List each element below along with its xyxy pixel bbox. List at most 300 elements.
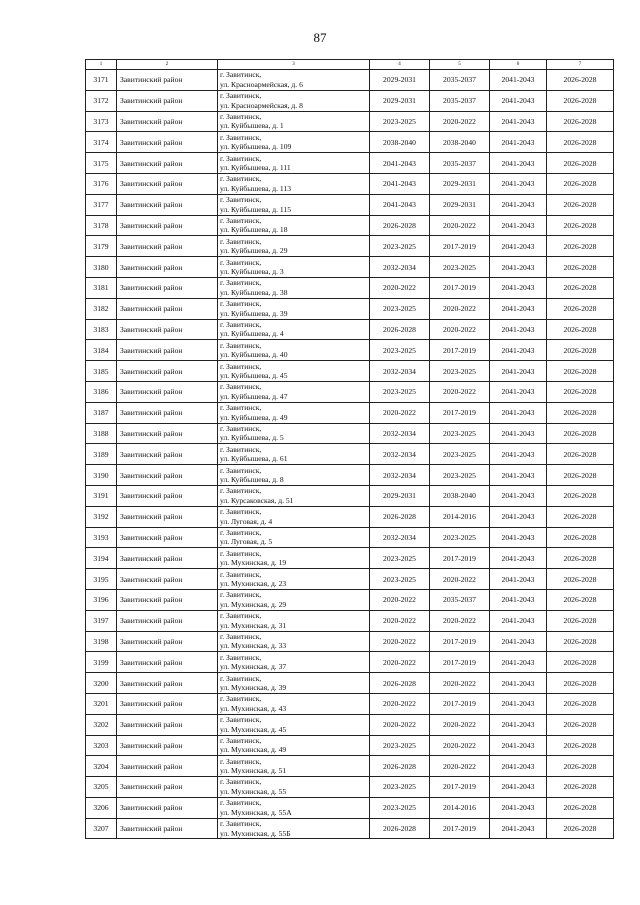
period-cell-6: 2041-2043	[490, 381, 547, 402]
address-line: г. Завитинск,	[220, 715, 262, 725]
period-cell-4: 2020-2022	[370, 589, 430, 610]
district-cell: Завитинский район	[117, 714, 218, 735]
district-cell: Завитинский район	[117, 527, 218, 548]
address-line: г. Завитинск,	[220, 777, 262, 787]
address-cell	[218, 797, 370, 818]
address-line: г. Завитинск,	[220, 527, 262, 537]
row-number-cell: 3174	[86, 132, 117, 153]
address-line: г. Завитинск,	[220, 132, 262, 142]
address-cell	[218, 257, 370, 278]
period-cell-6: 2041-2043	[490, 818, 547, 839]
period-cell-4: 2032-2034	[370, 465, 430, 486]
period-cell-6: 2041-2043	[490, 111, 547, 132]
table-row	[86, 298, 614, 319]
address-line: ул. Куйбышева, д. 4	[220, 329, 284, 339]
address-line: г. Завитинск,	[220, 548, 262, 558]
address-line: ул. Мухинская, д. 31	[220, 620, 287, 630]
table-row	[86, 735, 614, 756]
table-row	[86, 361, 614, 382]
row-number-cell: 3198	[86, 631, 117, 652]
period-cell-5: 2020-2022	[430, 319, 490, 340]
table-row	[86, 548, 614, 569]
period-cell-6: 2041-2043	[490, 569, 547, 590]
address-line: ул. Куйбышева, д. 49	[220, 412, 288, 422]
address-line: г. Завитинск,	[220, 91, 262, 101]
period-cell-5: 2017-2019	[430, 652, 490, 673]
period-cell-6: 2041-2043	[490, 673, 547, 694]
address-cell	[218, 402, 370, 423]
address-line: ул. Куйбышева, д. 109	[220, 142, 292, 152]
table-row	[86, 277, 614, 298]
table-row	[86, 777, 614, 798]
address-line: ул. Мухинская, д. 45	[220, 724, 287, 734]
address-cell	[218, 610, 370, 631]
period-cell-6: 2041-2043	[490, 90, 547, 111]
period-cell-5: 2017-2019	[430, 340, 490, 361]
period-cell-4: 2023-2025	[370, 735, 430, 756]
row-number-cell: 3175	[86, 153, 117, 174]
period-cell-7: 2026-2028	[547, 298, 614, 319]
address-line: ул. Куйбышева, д. 111	[220, 163, 291, 173]
period-cell-5: 2035-2037	[430, 90, 490, 111]
table-row	[86, 111, 614, 132]
row-number-cell: 3173	[86, 111, 117, 132]
address-cell	[218, 111, 370, 132]
district-cell: Завитинский район	[117, 735, 218, 756]
period-cell-5: 2035-2037	[430, 70, 490, 91]
district-cell: Завитинский район	[117, 673, 218, 694]
address-cell	[218, 589, 370, 610]
district-cell: Завитинский район	[117, 319, 218, 340]
period-cell-7: 2026-2028	[547, 527, 614, 548]
period-cell-5: 2020-2022	[430, 756, 490, 777]
address-line: ул. Куйбышева, д. 3	[220, 267, 284, 277]
district-cell: Завитинский район	[117, 277, 218, 298]
period-cell-5: 2020-2022	[430, 610, 490, 631]
column-header: 5	[430, 60, 490, 70]
period-cell-7: 2026-2028	[547, 173, 614, 194]
row-number-cell: 3187	[86, 402, 117, 423]
period-cell-6: 2041-2043	[490, 132, 547, 153]
address-line: ул. Куйбышева, д. 45	[220, 371, 288, 381]
table-row	[86, 340, 614, 361]
table-row	[86, 153, 614, 174]
period-cell-5: 2038-2040	[430, 132, 490, 153]
period-cell-7: 2026-2028	[547, 194, 614, 215]
district-cell: Завитинский район	[117, 194, 218, 215]
period-cell-5: 2029-2031	[430, 173, 490, 194]
address-line: г. Завитинск,	[220, 236, 262, 246]
period-cell-4: 2026-2028	[370, 506, 430, 527]
district-cell: Завитинский район	[117, 610, 218, 631]
address-line: ул. Красноармейская, д. 6	[220, 79, 303, 89]
address-cell	[218, 714, 370, 735]
address-line: г. Завитинск,	[220, 735, 262, 745]
period-cell-7: 2026-2028	[547, 548, 614, 569]
row-number-cell: 3200	[86, 673, 117, 694]
period-cell-5: 2020-2022	[430, 215, 490, 236]
district-cell: Завитинский район	[117, 257, 218, 278]
period-cell-7: 2026-2028	[547, 673, 614, 694]
period-cell-6: 2041-2043	[490, 693, 547, 714]
period-cell-7: 2026-2028	[547, 444, 614, 465]
address-line: г. Завитинск,	[220, 652, 262, 662]
period-cell-5: 2020-2022	[430, 673, 490, 694]
district-cell: Завитинский район	[117, 756, 218, 777]
period-cell-6: 2041-2043	[490, 756, 547, 777]
period-cell-4: 2023-2025	[370, 111, 430, 132]
period-cell-6: 2041-2043	[490, 236, 547, 257]
period-cell-5: 2020-2022	[430, 735, 490, 756]
period-cell-5: 2035-2037	[430, 589, 490, 610]
district-cell: Завитинский район	[117, 818, 218, 839]
address-cell	[218, 506, 370, 527]
address-line: г. Завитинск,	[220, 340, 262, 350]
address-cell	[218, 340, 370, 361]
address-line: ул. Курсаковская, д. 51	[220, 495, 294, 505]
address-line: ул. Мухинская, д. 49	[220, 745, 287, 755]
period-cell-6: 2041-2043	[490, 589, 547, 610]
period-cell-4: 2032-2034	[370, 361, 430, 382]
table-row	[86, 693, 614, 714]
period-cell-6: 2041-2043	[490, 527, 547, 548]
address-line: г. Завитинск,	[220, 798, 262, 808]
period-cell-4: 2020-2022	[370, 631, 430, 652]
column-header: 3	[218, 60, 370, 70]
period-cell-5: 2020-2022	[430, 298, 490, 319]
period-cell-7: 2026-2028	[547, 277, 614, 298]
period-cell-4: 2032-2034	[370, 257, 430, 278]
district-cell: Завитинский район	[117, 340, 218, 361]
period-cell-5: 2023-2025	[430, 257, 490, 278]
address-cell	[218, 652, 370, 673]
address-cell	[218, 777, 370, 798]
address-line: г. Завитинск,	[220, 694, 262, 704]
period-cell-5: 2017-2019	[430, 277, 490, 298]
address-cell	[218, 173, 370, 194]
period-cell-6: 2041-2043	[490, 735, 547, 756]
period-cell-5: 2017-2019	[430, 402, 490, 423]
period-cell-6: 2041-2043	[490, 277, 547, 298]
address-line: ул. Мухинская, д. 37	[220, 662, 287, 672]
period-cell-6: 2041-2043	[490, 797, 547, 818]
period-cell-5: 2020-2022	[430, 714, 490, 735]
period-cell-4: 2023-2025	[370, 381, 430, 402]
address-line: ул. Куйбышева, д. 113	[220, 183, 292, 193]
address-cell	[218, 277, 370, 298]
period-cell-6: 2041-2043	[490, 257, 547, 278]
district-cell: Завитинский район	[117, 215, 218, 236]
district-cell: Завитинский район	[117, 506, 218, 527]
period-cell-4: 2023-2025	[370, 548, 430, 569]
address-line: г. Завитинск,	[220, 382, 262, 392]
row-number-cell: 3184	[86, 340, 117, 361]
period-cell-7: 2026-2028	[547, 735, 614, 756]
address-line: ул. Мухинская, д. 33	[220, 641, 287, 651]
table-body	[86, 70, 614, 839]
table-row	[86, 423, 614, 444]
period-cell-7: 2026-2028	[547, 402, 614, 423]
table-row	[86, 215, 614, 236]
period-cell-4: 2026-2028	[370, 818, 430, 839]
address-line: ул. Мухинская, д. 29	[220, 599, 287, 609]
district-cell: Завитинский район	[117, 797, 218, 818]
period-cell-5: 2023-2025	[430, 465, 490, 486]
address-cell	[218, 132, 370, 153]
row-number-cell: 3206	[86, 797, 117, 818]
table-row	[86, 236, 614, 257]
address-cell	[218, 215, 370, 236]
address-line: г. Завитинск,	[220, 174, 262, 184]
table-row	[86, 70, 614, 91]
table-row	[86, 194, 614, 215]
row-number-cell: 3172	[86, 90, 117, 111]
address-line: г. Завитинск,	[220, 819, 262, 829]
address-line: ул. Луговая, д. 5	[220, 537, 273, 547]
row-number-cell: 3199	[86, 652, 117, 673]
period-cell-6: 2041-2043	[490, 652, 547, 673]
district-cell: Завитинский район	[117, 173, 218, 194]
address-line: ул. Мухинская, д. 23	[220, 579, 287, 589]
period-cell-7: 2026-2028	[547, 111, 614, 132]
row-number-cell: 3196	[86, 589, 117, 610]
address-cell	[218, 569, 370, 590]
row-number-cell: 3197	[86, 610, 117, 631]
address-line: г. Завитинск,	[220, 465, 262, 475]
address-cell	[218, 485, 370, 506]
address-cell	[218, 631, 370, 652]
table-row	[86, 506, 614, 527]
district-cell: Завитинский район	[117, 569, 218, 590]
district-cell: Завитинский район	[117, 485, 218, 506]
address-line: ул. Мухинская, д. 43	[220, 703, 287, 713]
period-cell-5: 2023-2025	[430, 527, 490, 548]
period-cell-7: 2026-2028	[547, 465, 614, 486]
period-cell-5: 2023-2025	[430, 423, 490, 444]
address-cell	[218, 673, 370, 694]
address-line: ул. Куйбышева, д. 40	[220, 350, 288, 360]
period-cell-7: 2026-2028	[547, 215, 614, 236]
district-cell: Завитинский район	[117, 381, 218, 402]
period-cell-6: 2041-2043	[490, 714, 547, 735]
period-cell-6: 2041-2043	[490, 465, 547, 486]
row-number-cell: 3192	[86, 506, 117, 527]
address-line: г. Завитинск,	[220, 195, 262, 205]
table-row	[86, 444, 614, 465]
period-cell-5: 2029-2031	[430, 194, 490, 215]
address-cell	[218, 194, 370, 215]
period-cell-7: 2026-2028	[547, 818, 614, 839]
address-line: ул. Мухинская, д. 55Б	[220, 828, 291, 838]
period-cell-5: 2017-2019	[430, 777, 490, 798]
address-line: г. Завитинск,	[220, 756, 262, 766]
period-cell-7: 2026-2028	[547, 153, 614, 174]
address-cell	[218, 735, 370, 756]
district-cell: Завитинский район	[117, 693, 218, 714]
address-line: ул. Мухинская, д. 55	[220, 786, 287, 796]
period-cell-7: 2026-2028	[547, 652, 614, 673]
district-cell: Завитинский район	[117, 111, 218, 132]
address-line: г. Завитинск,	[220, 153, 262, 163]
row-number-cell: 3190	[86, 465, 117, 486]
district-cell: Завитинский район	[117, 70, 218, 91]
period-cell-5: 2017-2019	[430, 236, 490, 257]
period-cell-5: 2017-2019	[430, 818, 490, 839]
row-number-cell: 3181	[86, 277, 117, 298]
address-line: г. Завитинск,	[220, 673, 262, 683]
period-cell-7: 2026-2028	[547, 569, 614, 590]
address-line: ул. Куйбышева, д. 47	[220, 391, 288, 401]
address-line: ул. Мухинская, д. 51	[220, 766, 287, 776]
period-cell-6: 2041-2043	[490, 444, 547, 465]
period-cell-7: 2026-2028	[547, 132, 614, 153]
table-row	[86, 610, 614, 631]
address-line: г. Завитинск,	[220, 70, 262, 80]
period-cell-4: 2020-2022	[370, 714, 430, 735]
address-line: ул. Куйбышева, д. 115	[220, 204, 292, 214]
period-cell-4: 2041-2043	[370, 194, 430, 215]
district-cell: Завитинский район	[117, 402, 218, 423]
period-cell-5: 2020-2022	[430, 569, 490, 590]
period-cell-4: 2026-2028	[370, 673, 430, 694]
district-cell: Завитинский район	[117, 132, 218, 153]
period-cell-7: 2026-2028	[547, 423, 614, 444]
period-cell-6: 2041-2043	[490, 506, 547, 527]
period-cell-6: 2041-2043	[490, 194, 547, 215]
period-cell-6: 2041-2043	[490, 340, 547, 361]
district-cell: Завитинский район	[117, 90, 218, 111]
housing-repair-schedule-table	[85, 59, 614, 839]
period-cell-7: 2026-2028	[547, 236, 614, 257]
row-number-cell: 3202	[86, 714, 117, 735]
row-number-cell: 3205	[86, 777, 117, 798]
district-cell: Завитинский район	[117, 444, 218, 465]
address-line: г. Завитинск,	[220, 444, 262, 454]
period-cell-7: 2026-2028	[547, 257, 614, 278]
table-row	[86, 714, 614, 735]
period-cell-6: 2041-2043	[490, 319, 547, 340]
address-cell	[218, 298, 370, 319]
address-cell	[218, 70, 370, 91]
district-cell: Завитинский район	[117, 548, 218, 569]
row-number-cell: 3186	[86, 381, 117, 402]
address-line: г. Завитинск,	[220, 507, 262, 517]
period-cell-4: 2023-2025	[370, 777, 430, 798]
row-number-cell: 3203	[86, 735, 117, 756]
period-cell-7: 2026-2028	[547, 610, 614, 631]
column-header: 4	[370, 60, 430, 70]
period-cell-6: 2041-2043	[490, 610, 547, 631]
address-line: г. Завитинск,	[220, 215, 262, 225]
district-cell: Завитинский район	[117, 153, 218, 174]
period-cell-4: 2029-2031	[370, 70, 430, 91]
table-row	[86, 673, 614, 694]
table-row	[86, 257, 614, 278]
address-line: г. Завитинск,	[220, 257, 262, 267]
period-cell-4: 2020-2022	[370, 277, 430, 298]
row-number-cell: 3194	[86, 548, 117, 569]
district-cell: Завитинский район	[117, 589, 218, 610]
row-number-cell: 3201	[86, 693, 117, 714]
row-number-cell: 3180	[86, 257, 117, 278]
column-header: 2	[117, 60, 218, 70]
address-line: ул. Куйбышева, д. 39	[220, 308, 288, 318]
address-line: г. Завитинск,	[220, 278, 262, 288]
address-cell	[218, 319, 370, 340]
period-cell-5: 2017-2019	[430, 548, 490, 569]
district-cell: Завитинский район	[117, 631, 218, 652]
period-cell-7: 2026-2028	[547, 319, 614, 340]
period-cell-6: 2041-2043	[490, 402, 547, 423]
period-cell-4: 2032-2034	[370, 423, 430, 444]
row-number-cell: 3182	[86, 298, 117, 319]
period-cell-5: 2035-2037	[430, 153, 490, 174]
address-cell	[218, 527, 370, 548]
table-row	[86, 818, 614, 839]
period-cell-6: 2041-2043	[490, 361, 547, 382]
table-row	[86, 173, 614, 194]
period-cell-7: 2026-2028	[547, 506, 614, 527]
address-cell	[218, 818, 370, 839]
address-cell	[218, 756, 370, 777]
table-row	[86, 589, 614, 610]
period-cell-7: 2026-2028	[547, 589, 614, 610]
period-cell-7: 2026-2028	[547, 797, 614, 818]
period-cell-4: 2041-2043	[370, 173, 430, 194]
period-cell-7: 2026-2028	[547, 485, 614, 506]
address-cell	[218, 548, 370, 569]
period-cell-6: 2041-2043	[490, 423, 547, 444]
table-row	[86, 756, 614, 777]
row-number-cell: 3195	[86, 569, 117, 590]
address-cell	[218, 90, 370, 111]
period-cell-4: 2023-2025	[370, 340, 430, 361]
table-row	[86, 381, 614, 402]
period-cell-4: 2023-2025	[370, 569, 430, 590]
address-line: г. Завитинск,	[220, 319, 262, 329]
address-line: ул. Куйбышева, д. 61	[220, 454, 288, 464]
period-cell-5: 2023-2025	[430, 444, 490, 465]
address-line: ул. Куйбышева, д. 38	[220, 287, 288, 297]
period-cell-5: 2023-2025	[430, 361, 490, 382]
period-cell-7: 2026-2028	[547, 361, 614, 382]
period-cell-5: 2020-2022	[430, 381, 490, 402]
row-number-cell: 3193	[86, 527, 117, 548]
period-cell-5: 2020-2022	[430, 111, 490, 132]
address-line: ул. Куйбышева, д. 18	[220, 225, 288, 235]
period-cell-6: 2041-2043	[490, 173, 547, 194]
row-number-cell: 3188	[86, 423, 117, 444]
address-line: г. Завитинск,	[220, 631, 262, 641]
district-cell: Завитинский район	[117, 652, 218, 673]
period-cell-5: 2038-2040	[430, 485, 490, 506]
address-line: ул. Красноармейская, д. 8	[220, 100, 303, 110]
row-number-cell: 3207	[86, 818, 117, 839]
period-cell-4: 2038-2040	[370, 132, 430, 153]
address-line: г. Завитинск,	[220, 486, 262, 496]
address-line: г. Завитинск,	[220, 403, 262, 413]
page-number: 87	[313, 30, 327, 45]
table-row	[86, 132, 614, 153]
row-number-cell: 3177	[86, 194, 117, 215]
period-cell-7: 2026-2028	[547, 90, 614, 111]
period-cell-7: 2026-2028	[547, 70, 614, 91]
row-number-cell: 3204	[86, 756, 117, 777]
table-row	[86, 797, 614, 818]
period-cell-7: 2026-2028	[547, 777, 614, 798]
table-row	[86, 90, 614, 111]
period-cell-6: 2041-2043	[490, 548, 547, 569]
